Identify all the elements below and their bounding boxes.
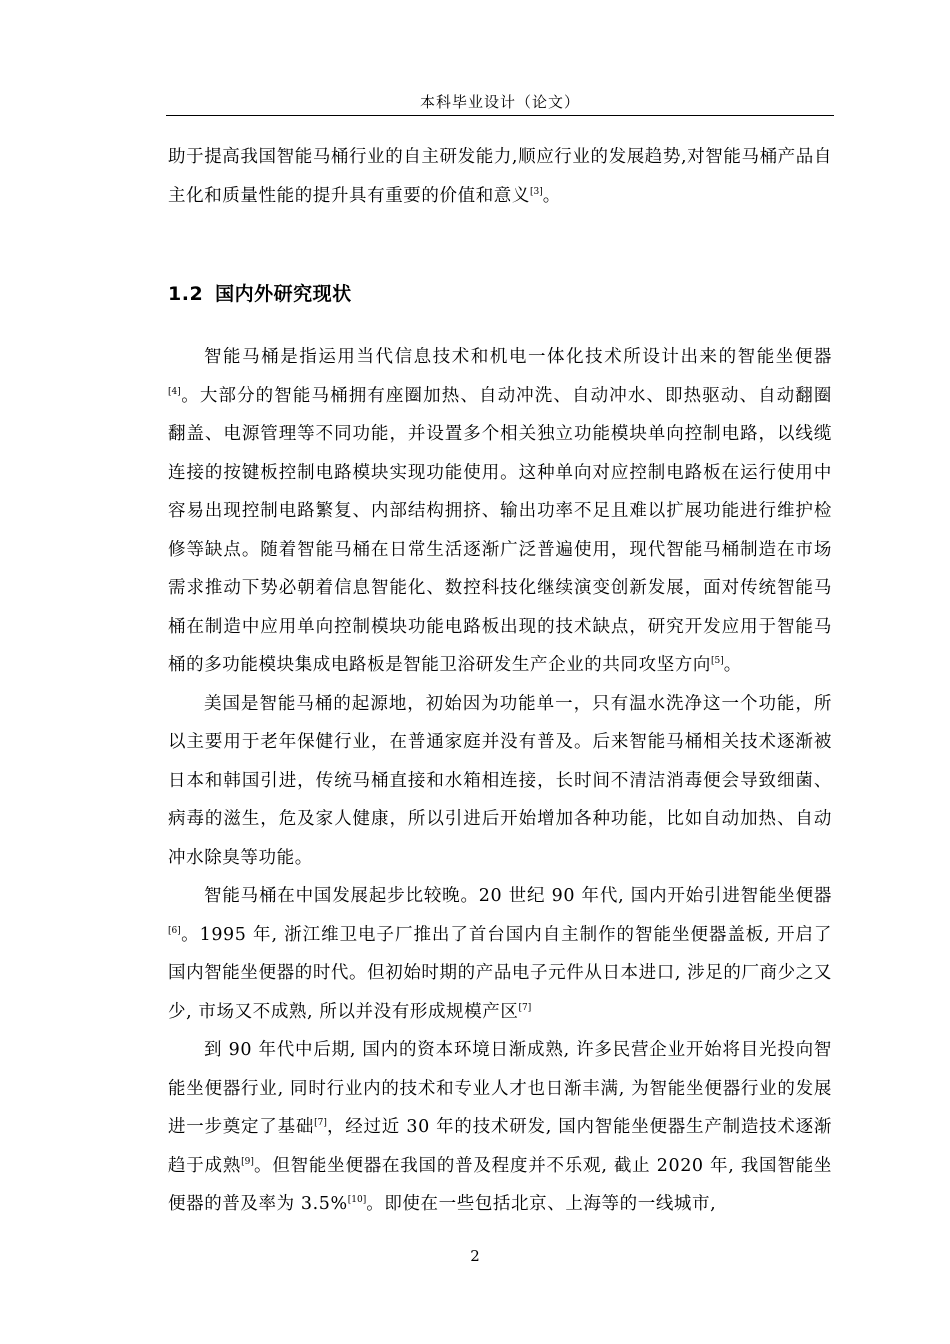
citation: [3]: [530, 186, 543, 197]
header-rule: [166, 115, 834, 116]
citation: [5]: [711, 656, 724, 666]
paragraph-3: [168, 877, 832, 1031]
paragraph-text: 到 90 年代中后期, 国内的资本环境日渐成熟, 许多民营企业开始将目光投向智能坐便器行业, 同时行业内的技术和专业人才也日渐丰满, 为智能坐便器行业的发展进一步奠定了基础: [168, 1040, 832, 1137]
citation: [4]: [168, 386, 181, 397]
paragraph-text: 。但智能坐便器在我国的普及程度并不乐观, 截止 2020 年, 我国智能坐便器的普及率为 3.5%: [168, 1155, 832, 1214]
citation: [9]: [241, 1156, 254, 1167]
intro-text: 助于提高我国智能马桶行业的自主研发能力,顺应行业的发展趋势,对智能马桶产品自主化和质量性能的提升具有重要的价值和意义: [168, 147, 832, 206]
paragraph-text: ，经过近 30 年的技术研发, 国内智能坐便器生产制造技术逐渐趋于成熟: [168, 1117, 832, 1176]
intro-paragraph: [168, 138, 832, 215]
paragraph-text: 智能马桶在中国发展起步比较晚。20 世纪 90 年代, 国内开始引进智能坐便器: [204, 886, 832, 906]
paragraph-text: 美国是智能马桶的起源地，初始因为功能单一，只有温水洗净这一个功能，所以主要用于老年保健行业，在普通家庭并没有普及。后来智能马桶相关技术逐渐被日本和韩国引进，传统马桶直接和水箱相连接，长时间不清洁消毒便会导致细菌、病毒的滋生，危及家人健康，所以引进后开始增加各种功能，比如自动加热、自动冲水除臭等功能。: [168, 693, 832, 868]
main-text: [168, 338, 832, 1224]
section-title: 国内外研究现状: [215, 283, 352, 305]
section-heading: [168, 279, 352, 306]
page-number: 2: [470, 1247, 480, 1265]
paragraph-4: [168, 1031, 832, 1224]
paragraph-text: 。大部分的智能马桶拥有座圈加热、自动冲洗、自动冲水、即热驱动、自动翻圈翻盖、电源管理等不同功能，并设置多个相关独立功能模块单向控制电路，以线缆连接的按键板控制电路模块实现功能使用。这种单向对应控制电路板在运行使用中容易出现控制电路繁复、内部结构拥挤、输出功率不足且难以扩展功能进行维护检修等缺点。随着智能马桶在日常生活逐渐广泛普遍使用，现代智能马桶制造在市场需求推动下势必朝着信息智能化、数控科技化继续演变创新发展，面对传统智能马桶在制造中应用单向控制模块功能电路板出现的技术缺点，研究开发应用于智能马桶的多功能模块集成电路板是智能卫浴研发生产企业的共同攻坚方向: [168, 385, 832, 675]
citation: [6]: [168, 925, 181, 936]
paragraph-text: 。1995 年, 浙江维卫电子厂推出了首台国内自主制作的智能坐便器盖板, 开启了国内智能坐便器的时代。但初始时期的产品电子元件从日本进口, 涉足的厂商少之又少, 市场又不成熟, 所以并没有形成规模产区: [168, 924, 832, 1022]
intro-block: [168, 138, 832, 215]
paragraph-2: [168, 685, 832, 878]
paragraph-1: [168, 338, 832, 685]
paragraph-text: 智能马桶是指运用当代信息技术和机电一体化技术所设计出来的智能坐便器: [204, 347, 832, 367]
citation: [7]: [518, 1002, 532, 1013]
intro-tail: 。: [542, 185, 561, 206]
paragraph-text: 。: [723, 655, 742, 675]
citation: [7]: [314, 1118, 327, 1128]
paragraph-text: 。即使在一些包括北京、上海等的一线城市,: [366, 1194, 717, 1214]
section-number: 1.2: [168, 283, 204, 305]
citation: [10]: [347, 1195, 367, 1205]
page-header: 本科毕业设计（论文）: [419, 93, 580, 111]
